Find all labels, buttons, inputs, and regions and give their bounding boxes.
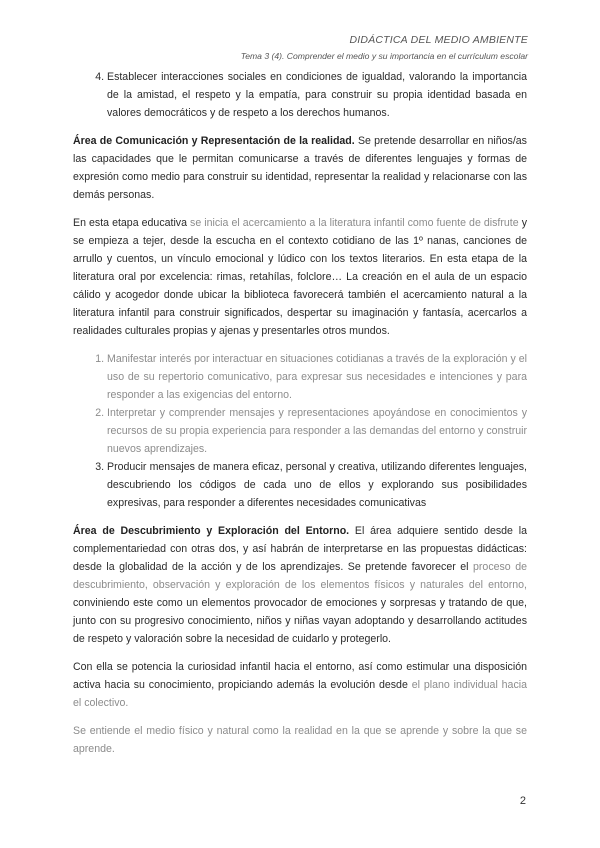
curiosidad-paragraph [73, 658, 527, 712]
descubrimiento-text-2: conviniendo este como un elementos provocador de emociones y sorpresas y tratando de que, junto con su progresivo conocimiento, niños y niñas vayan adoptando y desarrollando actitudes de respeto y valoración sobre la necesidad de cuidarlo y protegerlo. [73, 597, 527, 645]
comunicacion-heading: Área de Comunicación y Representación de la realidad. [73, 135, 355, 147]
comunicacion-text: Se pretende desarrollar en niños/as las capacidades que le permitan comunicarse a través de diferentes lenguajes y formas de expresión como medio para construir su identidad, representar la realidad y relacionarse con las demás personas. [73, 135, 527, 201]
etapa-text-2: y se empieza a tejer, desde la escucha en el contexto cotidiano de las 1º nanas, canciones de arrullo y cuentos, un vínculo emocional y lúdico con los textos literarios. En esta etapa de la literatura oral por excelencia: rimas, retahílas, folclore… La creación en el aula de un espacio cálido y acogedor donde ubicar la biblioteca favorecerá también el acercamiento natural a la literatura infantil para construir significados, despertar su imaginación y fantasía, acercarlos a realidades culturales propias y ajenas y presentarles otros mundos. [73, 217, 527, 337]
etapa-paragraph [73, 214, 527, 340]
curiosidad-text: Con ella se potencia la curiosidad infantil hacia el entorno, así como estimular una disposición activa hacia su conocimiento, propiciando además la evolución desde [73, 661, 527, 691]
etapa-text-1: En esta etapa educativa [73, 217, 191, 229]
descubrimiento-text-1: El área adquiere sentido desde la complementariedad con otras dos, y así habrán de interpretarse en las propuestas didácticas: desde la globalidad de la acción y de los aprendizajes. Se pretende favorecer el [73, 525, 527, 573]
medio-paragraph: Se entiende el medio físico y natural como la realidad en la que se aprende y sobre la que se aprende. [73, 725, 527, 755]
comunicacion-paragraph [73, 132, 527, 204]
objective-item-com-3: 3. Producir mensajes de manera eficaz, personal y creativa, utilizando diferentes lenguajes, descubriendo los códigos de cada uno de ellos y explorando sus posibilidades expresivas, para responder a diferentes necesidades comunicativas [107, 458, 527, 512]
objective-list-comunicacion [73, 350, 527, 512]
objective-item-com-2: 2. Interpretar y comprender mensajes y representaciones apoyándose en conocimientos y recursos de su propia experiencia para responder a las demandas del entorno y construir nuevos aprendizajes. [107, 404, 527, 458]
page-header [241, 34, 528, 61]
objective-list-continued [73, 68, 527, 122]
etapa-highlight: se inicia el acercamiento a la literatura infantil como fuente de disfrute [190, 217, 519, 229]
page-number: 2 [519, 795, 526, 807]
header-subtitle: Tema 3 (4). Comprender el medio y su importancia en el currículum escolar [240, 51, 528, 61]
descubrimiento-heading: Área de Descubrimiento y Exploración del Entorno. [73, 525, 350, 537]
curiosidad-highlight: el plano individual hacia el colectivo. [73, 679, 527, 709]
descubrimiento-paragraph [73, 522, 527, 648]
header-title: DIDÁCTICA DEL MEDIO AMBIENTE [349, 34, 528, 46]
descubrimiento-highlight: proceso de descubrimiento, observación y exploración de los elementos físicos y naturales del entorno, [73, 561, 527, 591]
objective-item-4: 4. Establecer interacciones sociales en condiciones de igualdad, valorando la importancia de la amistad, el respeto y la empatía, para construir su propia identidad basada en valores democráticos y de respeto a los derechos humanos. [107, 68, 527, 122]
objective-item-com-1: 1. Manifestar interés por interactuar en situaciones cotidianas a través de la exploración y el uso de su repertorio comunicativo, para expresar sus necesidades e intenciones y para responder a las exigencias del entorno. [107, 350, 527, 404]
document-body [73, 68, 527, 768]
